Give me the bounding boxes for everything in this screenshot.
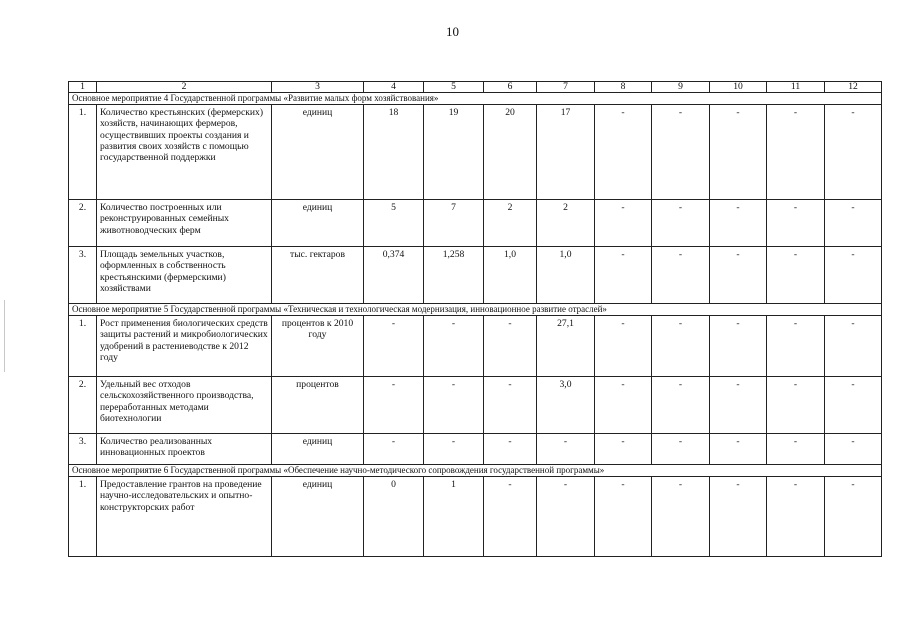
- value-cell: -: [825, 247, 882, 304]
- unit-of-measure: единиц: [272, 200, 364, 247]
- margin-mark: [4, 300, 5, 372]
- value-cell: -: [595, 377, 652, 434]
- value-cell: -: [767, 434, 825, 465]
- unit-of-measure: единиц: [272, 434, 364, 465]
- row-number: 1.: [69, 105, 97, 200]
- column-header: 7: [537, 82, 595, 93]
- value-cell: -: [364, 377, 424, 434]
- section-row: [69, 93, 882, 105]
- indicator-name: Предоставление грантов на проведение научно-исследовательских и опытно-конструкторских работ: [97, 477, 272, 557]
- value-cell: 0,374: [364, 247, 424, 304]
- value-cell: -: [710, 105, 767, 200]
- value-cell: -: [484, 477, 537, 557]
- value-cell: -: [825, 200, 882, 247]
- table-row: [69, 434, 882, 465]
- table-row: [69, 105, 882, 200]
- row-number: 3.: [69, 434, 97, 465]
- column-header: 5: [424, 82, 484, 93]
- value-cell: -: [825, 316, 882, 377]
- value-cell: -: [825, 434, 882, 465]
- column-header: 1: [69, 82, 97, 93]
- value-cell: -: [424, 377, 484, 434]
- indicator-name: Количество построенных или реконструированных семейных животноводческих ферм: [97, 200, 272, 247]
- value-cell: 0: [364, 477, 424, 557]
- table-row: [69, 247, 882, 304]
- table-row: [69, 377, 882, 434]
- value-cell: -: [767, 477, 825, 557]
- table-body: [69, 82, 882, 557]
- column-header: 8: [595, 82, 652, 93]
- row-number: 1.: [69, 316, 97, 377]
- value-cell: -: [767, 377, 825, 434]
- column-header: 10: [710, 82, 767, 93]
- value-cell: 2: [484, 200, 537, 247]
- header-row: [69, 82, 882, 93]
- unit-of-measure: процентов к 2010 году: [272, 316, 364, 377]
- value-cell: -: [652, 316, 710, 377]
- value-cell: 1,0: [484, 247, 537, 304]
- value-cell: -: [595, 247, 652, 304]
- indicator-name: Количество реализованных инновационных проектов: [97, 434, 272, 465]
- column-header: 12: [825, 82, 882, 93]
- column-header: 3: [272, 82, 364, 93]
- unit-of-measure: тыс. гектаров: [272, 247, 364, 304]
- value-cell: -: [364, 434, 424, 465]
- table-row: [69, 316, 882, 377]
- unit-of-measure: единиц: [272, 477, 364, 557]
- value-cell: -: [825, 477, 882, 557]
- indicator-name: Количество крестьянских (фермерских) хозяйств, начинающих фермеров, осуществивших проекты создания и развития своих хозяйств с помощью государственной поддержки: [97, 105, 272, 200]
- value-cell: -: [710, 247, 767, 304]
- value-cell: 27,1: [537, 316, 595, 377]
- value-cell: -: [767, 316, 825, 377]
- column-header: 4: [364, 82, 424, 93]
- value-cell: -: [595, 105, 652, 200]
- section-title: Основное мероприятие 4 Государственной программы «Развитие малых форм хозяйствования»: [69, 93, 882, 105]
- value-cell: -: [484, 316, 537, 377]
- indicator-name: Площадь земельных участков, оформленных в собственность крестьянскими (фермерскими) хозяйствами: [97, 247, 272, 304]
- value-cell: -: [825, 105, 882, 200]
- value-cell: 1,0: [537, 247, 595, 304]
- indicator-name: Удельный вес отходов сельскохозяйственного производства, переработанных методами биотехнологии: [97, 377, 272, 434]
- value-cell: -: [710, 477, 767, 557]
- value-cell: -: [652, 105, 710, 200]
- column-header: 2: [97, 82, 272, 93]
- value-cell: -: [767, 247, 825, 304]
- value-cell: 19: [424, 105, 484, 200]
- indicator-name: Рост применения биологических средств защиты растений и микробиологических удобрений в растениеводстве к 2012 году: [97, 316, 272, 377]
- value-cell: 2: [537, 200, 595, 247]
- row-number: 1.: [69, 477, 97, 557]
- value-cell: 1: [424, 477, 484, 557]
- column-header: 6: [484, 82, 537, 93]
- value-cell: 1,258: [424, 247, 484, 304]
- value-cell: -: [424, 434, 484, 465]
- row-number: 3.: [69, 247, 97, 304]
- table-row: [69, 477, 882, 557]
- value-cell: 17: [537, 105, 595, 200]
- value-cell: -: [710, 434, 767, 465]
- section-row: [69, 304, 882, 316]
- value-cell: -: [652, 477, 710, 557]
- column-header: 9: [652, 82, 710, 93]
- value-cell: 20: [484, 105, 537, 200]
- indicators-table: [68, 81, 882, 557]
- value-cell: -: [484, 377, 537, 434]
- value-cell: 5: [364, 200, 424, 247]
- value-cell: -: [710, 200, 767, 247]
- value-cell: 3,0: [537, 377, 595, 434]
- value-cell: -: [767, 200, 825, 247]
- section-title: Основное мероприятие 5 Государственной программы «Техническая и технологическая модернизация, инновационное развитие отраслей»: [69, 304, 882, 316]
- value-cell: -: [424, 316, 484, 377]
- section-row: [69, 465, 882, 477]
- table-row: [69, 200, 882, 247]
- value-cell: -: [652, 434, 710, 465]
- value-cell: -: [364, 316, 424, 377]
- value-cell: -: [595, 434, 652, 465]
- value-cell: -: [537, 434, 595, 465]
- column-header: 11: [767, 82, 825, 93]
- value-cell: -: [767, 105, 825, 200]
- value-cell: -: [710, 377, 767, 434]
- page-number: 10: [446, 24, 459, 39]
- section-title: Основное мероприятие 6 Государственной программы «Обеспечение научно-методического сопровождения государственной программы»: [69, 465, 882, 477]
- value-cell: -: [652, 200, 710, 247]
- value-cell: 7: [424, 200, 484, 247]
- value-cell: -: [595, 477, 652, 557]
- value-cell: -: [652, 247, 710, 304]
- value-cell: -: [710, 316, 767, 377]
- unit-of-measure: единиц: [272, 105, 364, 200]
- value-cell: -: [484, 434, 537, 465]
- value-cell: -: [652, 377, 710, 434]
- value-cell: -: [825, 377, 882, 434]
- row-number: 2.: [69, 377, 97, 434]
- value-cell: -: [595, 316, 652, 377]
- value-cell: 18: [364, 105, 424, 200]
- unit-of-measure: процентов: [272, 377, 364, 434]
- value-cell: -: [595, 200, 652, 247]
- value-cell: -: [537, 477, 595, 557]
- row-number: 2.: [69, 200, 97, 247]
